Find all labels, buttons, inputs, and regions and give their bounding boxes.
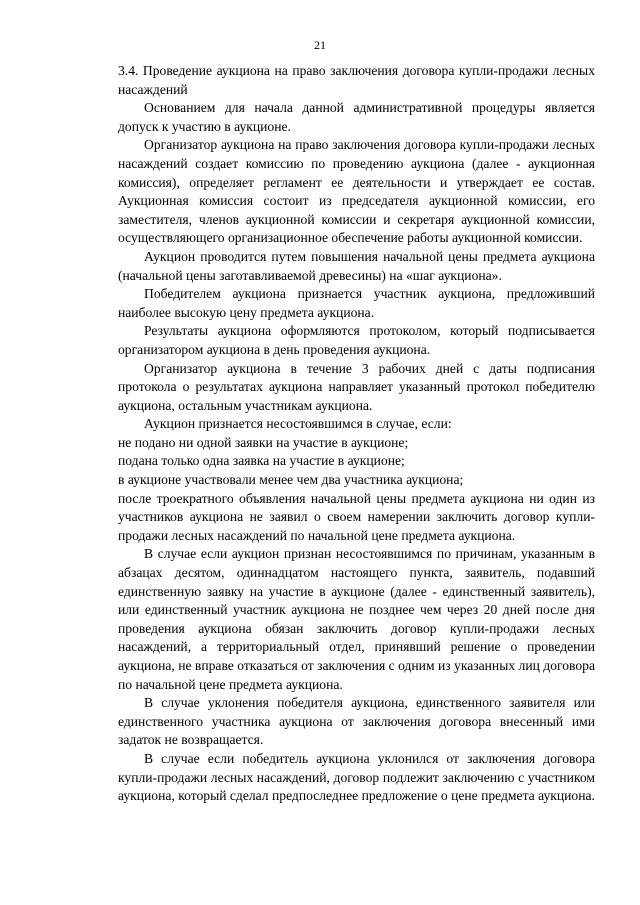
paragraph: Основанием для начала данной административной процедуры является допуск к участию в аукционе. xyxy=(118,100,595,134)
paragraph: Результаты аукциона оформляются протоколом, который подписывается организатором аукциона в день проведения аукциона. xyxy=(118,323,595,357)
list-item: не подано ни одной заявки на участие в аукционе; xyxy=(118,434,409,450)
paragraph: Организатор аукциона на право заключения договора купли-продажи лесных насаждений создает комиссию по проведению аукциона (далее - аукционная комиссия), определяет регламент ее деятельности и утверждает ее состав. Аукционная комиссия состоит из председателя аукционной комиссии, его заместителя, членов аукционной комиссии и секретаря аукционной комиссии, осуществляющего организационное обеспечение работы аукционной комиссии. xyxy=(118,137,595,246)
page-number: 21 xyxy=(314,38,326,52)
paragraph: В случае уклонения победителя аукциона, единственного заявителя или единственного участника аукциона от заключения договора внесенный ими задаток не возвращается. xyxy=(118,695,595,748)
list-item: в аукционе участвовали менее чем два участника аукциона; xyxy=(118,472,464,488)
paragraph: Организатор аукциона в течение 3 рабочих дней с даты подписания протокола о результатах аукциона направляет указанный протокол победителю аукциона, остальным участникам аукциона. xyxy=(118,360,595,413)
list-item: подана только одна заявка на участие в аукционе; xyxy=(118,453,405,469)
paragraph: В случае если победитель аукциона уклонился от заключения договора купли-продажи лесных насаждений, договор подлежит заключению с участником аукциона, который сделал предпоследнее предложение о цене предмета аукциона. xyxy=(118,750,595,804)
document-body xyxy=(118,62,595,806)
paragraph: Победителем аукциона признается участник аукциона, предложивший наиболее высокую цену предмета аукциона. xyxy=(118,286,595,320)
paragraph: В случае если аукцион признан несостоявшимся по причинам, указанным в абзацах десятом, одиннадцатом настоящего пункта, заявитель, подавший единственную заявку на участие в аукционе (далее - единственный заявитель), или единственный участник аукциона не позднее чем через 20 дней после дня проведения аукциона обязан заключить договор купли-продажи лесных насаждений, а территориальный отдел, принявший решение о проведении аукциона, не вправе отказаться от заключения с одним из указанных лиц договора по начальной цене предмета аукциона. xyxy=(118,546,595,692)
list-item: после троекратного объявления начальной цены предмета аукциона ни один из участников аукциона не заявил о своем намерении заключить договор купли-продажи лесных насаждений по начальной цене предмета аукциона. xyxy=(118,490,595,543)
paragraph: Аукцион признается несостоявшимся в случае, если: xyxy=(144,416,452,432)
section-heading: 3.4. Проведение аукциона на право заключения договора купли-продажи лесных насаждений xyxy=(118,63,595,97)
paragraph: Аукцион проводится путем повышения начальной цены предмета аукциона (начальной цены заготавливаемой древесины) на «шаг аукциона». xyxy=(118,248,595,283)
